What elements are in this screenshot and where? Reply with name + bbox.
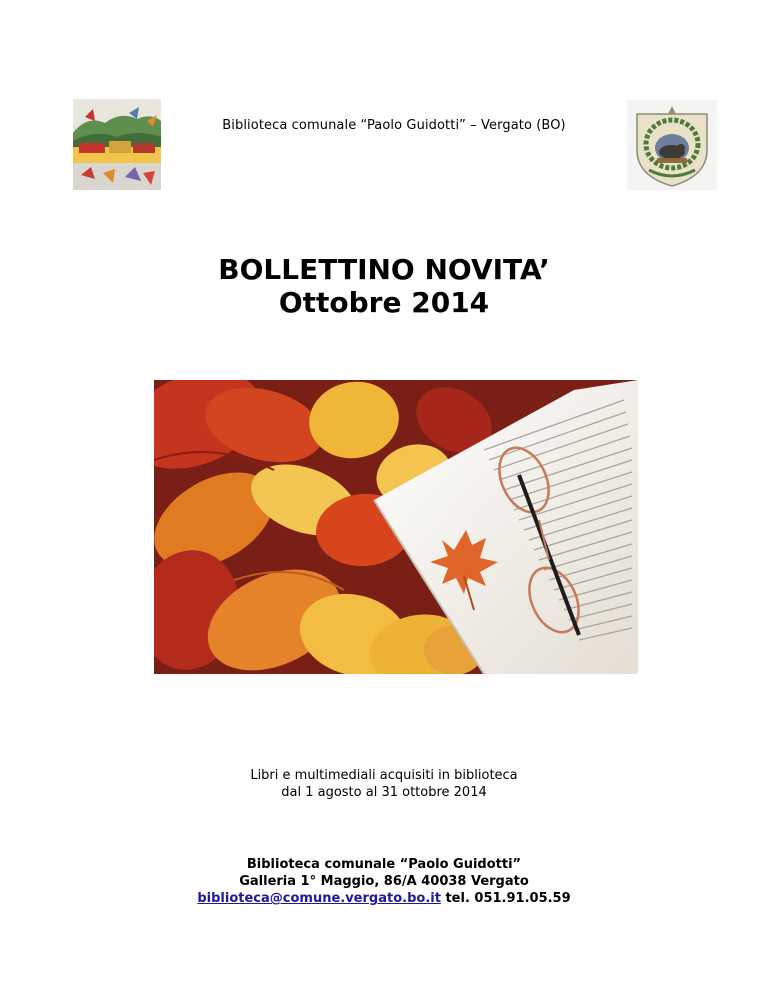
cover-photo bbox=[154, 380, 638, 674]
footer-library-name: Biblioteca comunale “Paolo Guidotti” bbox=[246, 857, 522, 872]
municipal-coat-of-arms bbox=[627, 100, 717, 190]
page-title bbox=[0, 253, 768, 319]
footer-contact-line bbox=[0, 890, 768, 907]
title-line-1: BOLLETTINO NOVITA’ bbox=[218, 253, 550, 286]
footer-address: Galleria 1° Maggio, 86/A 40038 Vergato bbox=[239, 874, 529, 889]
caption-line-1: Libri e multimediali acquisiti in biblioteca bbox=[250, 768, 518, 783]
title-line-2: Ottobre 2014 bbox=[278, 286, 490, 319]
library-logo-painting bbox=[73, 99, 161, 190]
library-contact-block bbox=[0, 856, 768, 907]
email-link[interactable]: biblioteca@comune.vergato.bo.it bbox=[197, 891, 441, 906]
footer-phone: tel. 051.91.05.59 bbox=[445, 891, 571, 906]
library-header: Biblioteca comunale “Paolo Guidotti” – Vergato (BO) bbox=[222, 118, 566, 133]
caption-line-2: dal 1 agosto al 31 ottobre 2014 bbox=[281, 785, 487, 800]
acquisitions-caption bbox=[0, 767, 768, 801]
